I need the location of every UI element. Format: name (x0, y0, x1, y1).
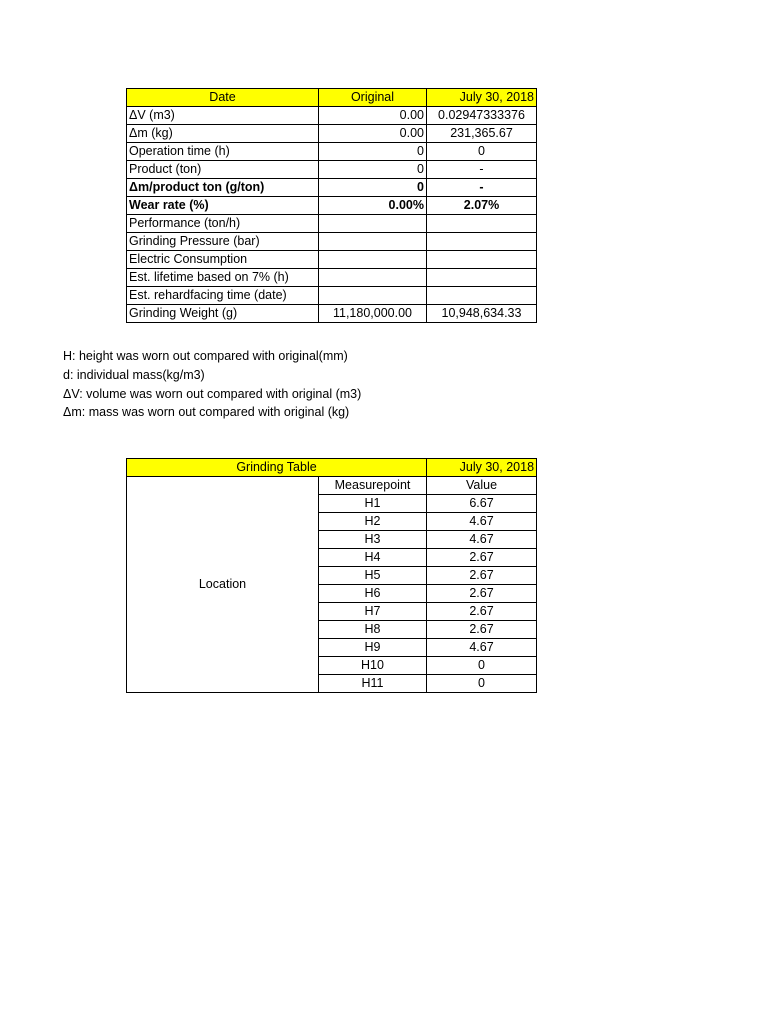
row-grinding-pressure (127, 233, 537, 251)
row-label[interactable]: Δm/product ton (g/ton) (127, 179, 319, 197)
row-date-value[interactable]: 2.07% (427, 197, 537, 215)
row-label[interactable]: Δm (kg) (127, 125, 319, 143)
row-date-value[interactable] (427, 287, 537, 305)
measurepoint-cell[interactable]: H3 (319, 531, 427, 549)
row-performance (127, 215, 537, 233)
row-date-value[interactable] (427, 251, 537, 269)
row-original[interactable]: 0.00 (319, 125, 427, 143)
row-product (127, 161, 537, 179)
value-cell[interactable]: 0 (427, 675, 537, 693)
note-height: H: height was worn out compared with original(mm) (63, 349, 348, 363)
grinding-row (127, 477, 537, 495)
location-cell[interactable]: Location (127, 477, 319, 693)
grinding-header-row (127, 459, 537, 477)
measurepoint-cell[interactable]: H10 (319, 657, 427, 675)
header-date[interactable]: Date (127, 89, 319, 107)
row-label[interactable]: Est. lifetime based on 7% (h) (127, 269, 319, 287)
header-original[interactable]: Original (319, 89, 427, 107)
measurepoint-cell[interactable]: H8 (319, 621, 427, 639)
row-operation-time (127, 143, 537, 161)
row-original[interactable]: 0.00% (319, 197, 427, 215)
row-label[interactable]: Grinding Pressure (bar) (127, 233, 319, 251)
row-label[interactable]: Performance (ton/h) (127, 215, 319, 233)
value-cell[interactable]: 2.67 (427, 585, 537, 603)
measurepoint-cell[interactable]: H7 (319, 603, 427, 621)
row-date-value[interactable] (427, 233, 537, 251)
row-label[interactable]: Est. rehardfacing time (date) (127, 287, 319, 305)
measurepoint-cell[interactable]: H4 (319, 549, 427, 567)
row-delta-v (127, 107, 537, 125)
row-date-value[interactable]: 231,365.67 (427, 125, 537, 143)
row-delta-m (127, 125, 537, 143)
legend-notes (63, 347, 361, 422)
value-cell[interactable]: 4.67 (427, 513, 537, 531)
measurepoint-cell[interactable]: H2 (319, 513, 427, 531)
row-label[interactable]: Operation time (h) (127, 143, 319, 161)
value-cell[interactable]: 2.67 (427, 603, 537, 621)
row-original[interactable] (319, 215, 427, 233)
measurepoint-cell[interactable]: H5 (319, 567, 427, 585)
grinding-table-date[interactable]: July 30, 2018 (427, 459, 537, 477)
measurepoint-cell[interactable]: H1 (319, 495, 427, 513)
measurepoint-cell[interactable]: H11 (319, 675, 427, 693)
row-date-value[interactable] (427, 269, 537, 287)
row-date-value[interactable]: 0 (427, 143, 537, 161)
value-cell[interactable]: 0 (427, 657, 537, 675)
row-original[interactable]: 11,180,000.00 (319, 305, 427, 323)
row-original[interactable] (319, 251, 427, 269)
row-label[interactable]: ΔV (m3) (127, 107, 319, 125)
row-original[interactable] (319, 233, 427, 251)
summary-header-row (127, 89, 537, 107)
row-grinding-weight (127, 305, 537, 323)
row-wear-rate (127, 197, 537, 215)
row-date-value[interactable]: 10,948,634.33 (427, 305, 537, 323)
row-date-value[interactable]: 0.02947333376 (427, 107, 537, 125)
row-original[interactable]: 0.00 (319, 107, 427, 125)
row-original[interactable]: 0 (319, 161, 427, 179)
note-volume: ΔV: volume was worn out compared with original (m3) (63, 386, 362, 401)
value-cell[interactable]: 4.67 (427, 531, 537, 549)
row-est-lifetime (127, 269, 537, 287)
row-delta-m-per-ton (127, 179, 537, 197)
row-original[interactable]: 0 (319, 143, 427, 161)
row-date-value[interactable]: - (427, 161, 537, 179)
header-july-30-2018[interactable]: July 30, 2018 (427, 89, 537, 107)
value-cell[interactable]: 2.67 (427, 621, 537, 639)
row-electric-consumption (127, 251, 537, 269)
row-date-value[interactable]: - (427, 179, 537, 197)
row-label[interactable]: Product (ton) (127, 161, 319, 179)
row-label[interactable]: Wear rate (%) (127, 197, 319, 215)
note-density: d: individual mass(kg/m3) (63, 367, 205, 382)
measurepoint-header[interactable]: Measurepoint (319, 477, 427, 495)
value-cell[interactable]: 6.67 (427, 495, 537, 513)
grinding-table-title[interactable]: Grinding Table (127, 459, 427, 477)
row-est-rehardfacing (127, 287, 537, 305)
row-label[interactable]: Grinding Weight (g) (127, 305, 319, 323)
row-original[interactable]: 0 (319, 179, 427, 197)
grinding-table-measurements (126, 458, 537, 693)
measurepoint-cell[interactable]: H6 (319, 585, 427, 603)
note-mass: Δm: mass was worn out compared with original (kg) (63, 405, 350, 420)
wear-summary-table (126, 88, 537, 323)
row-original[interactable] (319, 287, 427, 305)
row-date-value[interactable] (427, 215, 537, 233)
row-label[interactable]: Electric Consumption (127, 251, 319, 269)
row-original[interactable] (319, 269, 427, 287)
value-cell[interactable]: 4.67 (427, 639, 537, 657)
value-header[interactable]: Value (427, 477, 537, 495)
value-cell[interactable]: 2.67 (427, 549, 537, 567)
value-cell[interactable]: 2.67 (427, 567, 537, 585)
measurepoint-cell[interactable]: H9 (319, 639, 427, 657)
